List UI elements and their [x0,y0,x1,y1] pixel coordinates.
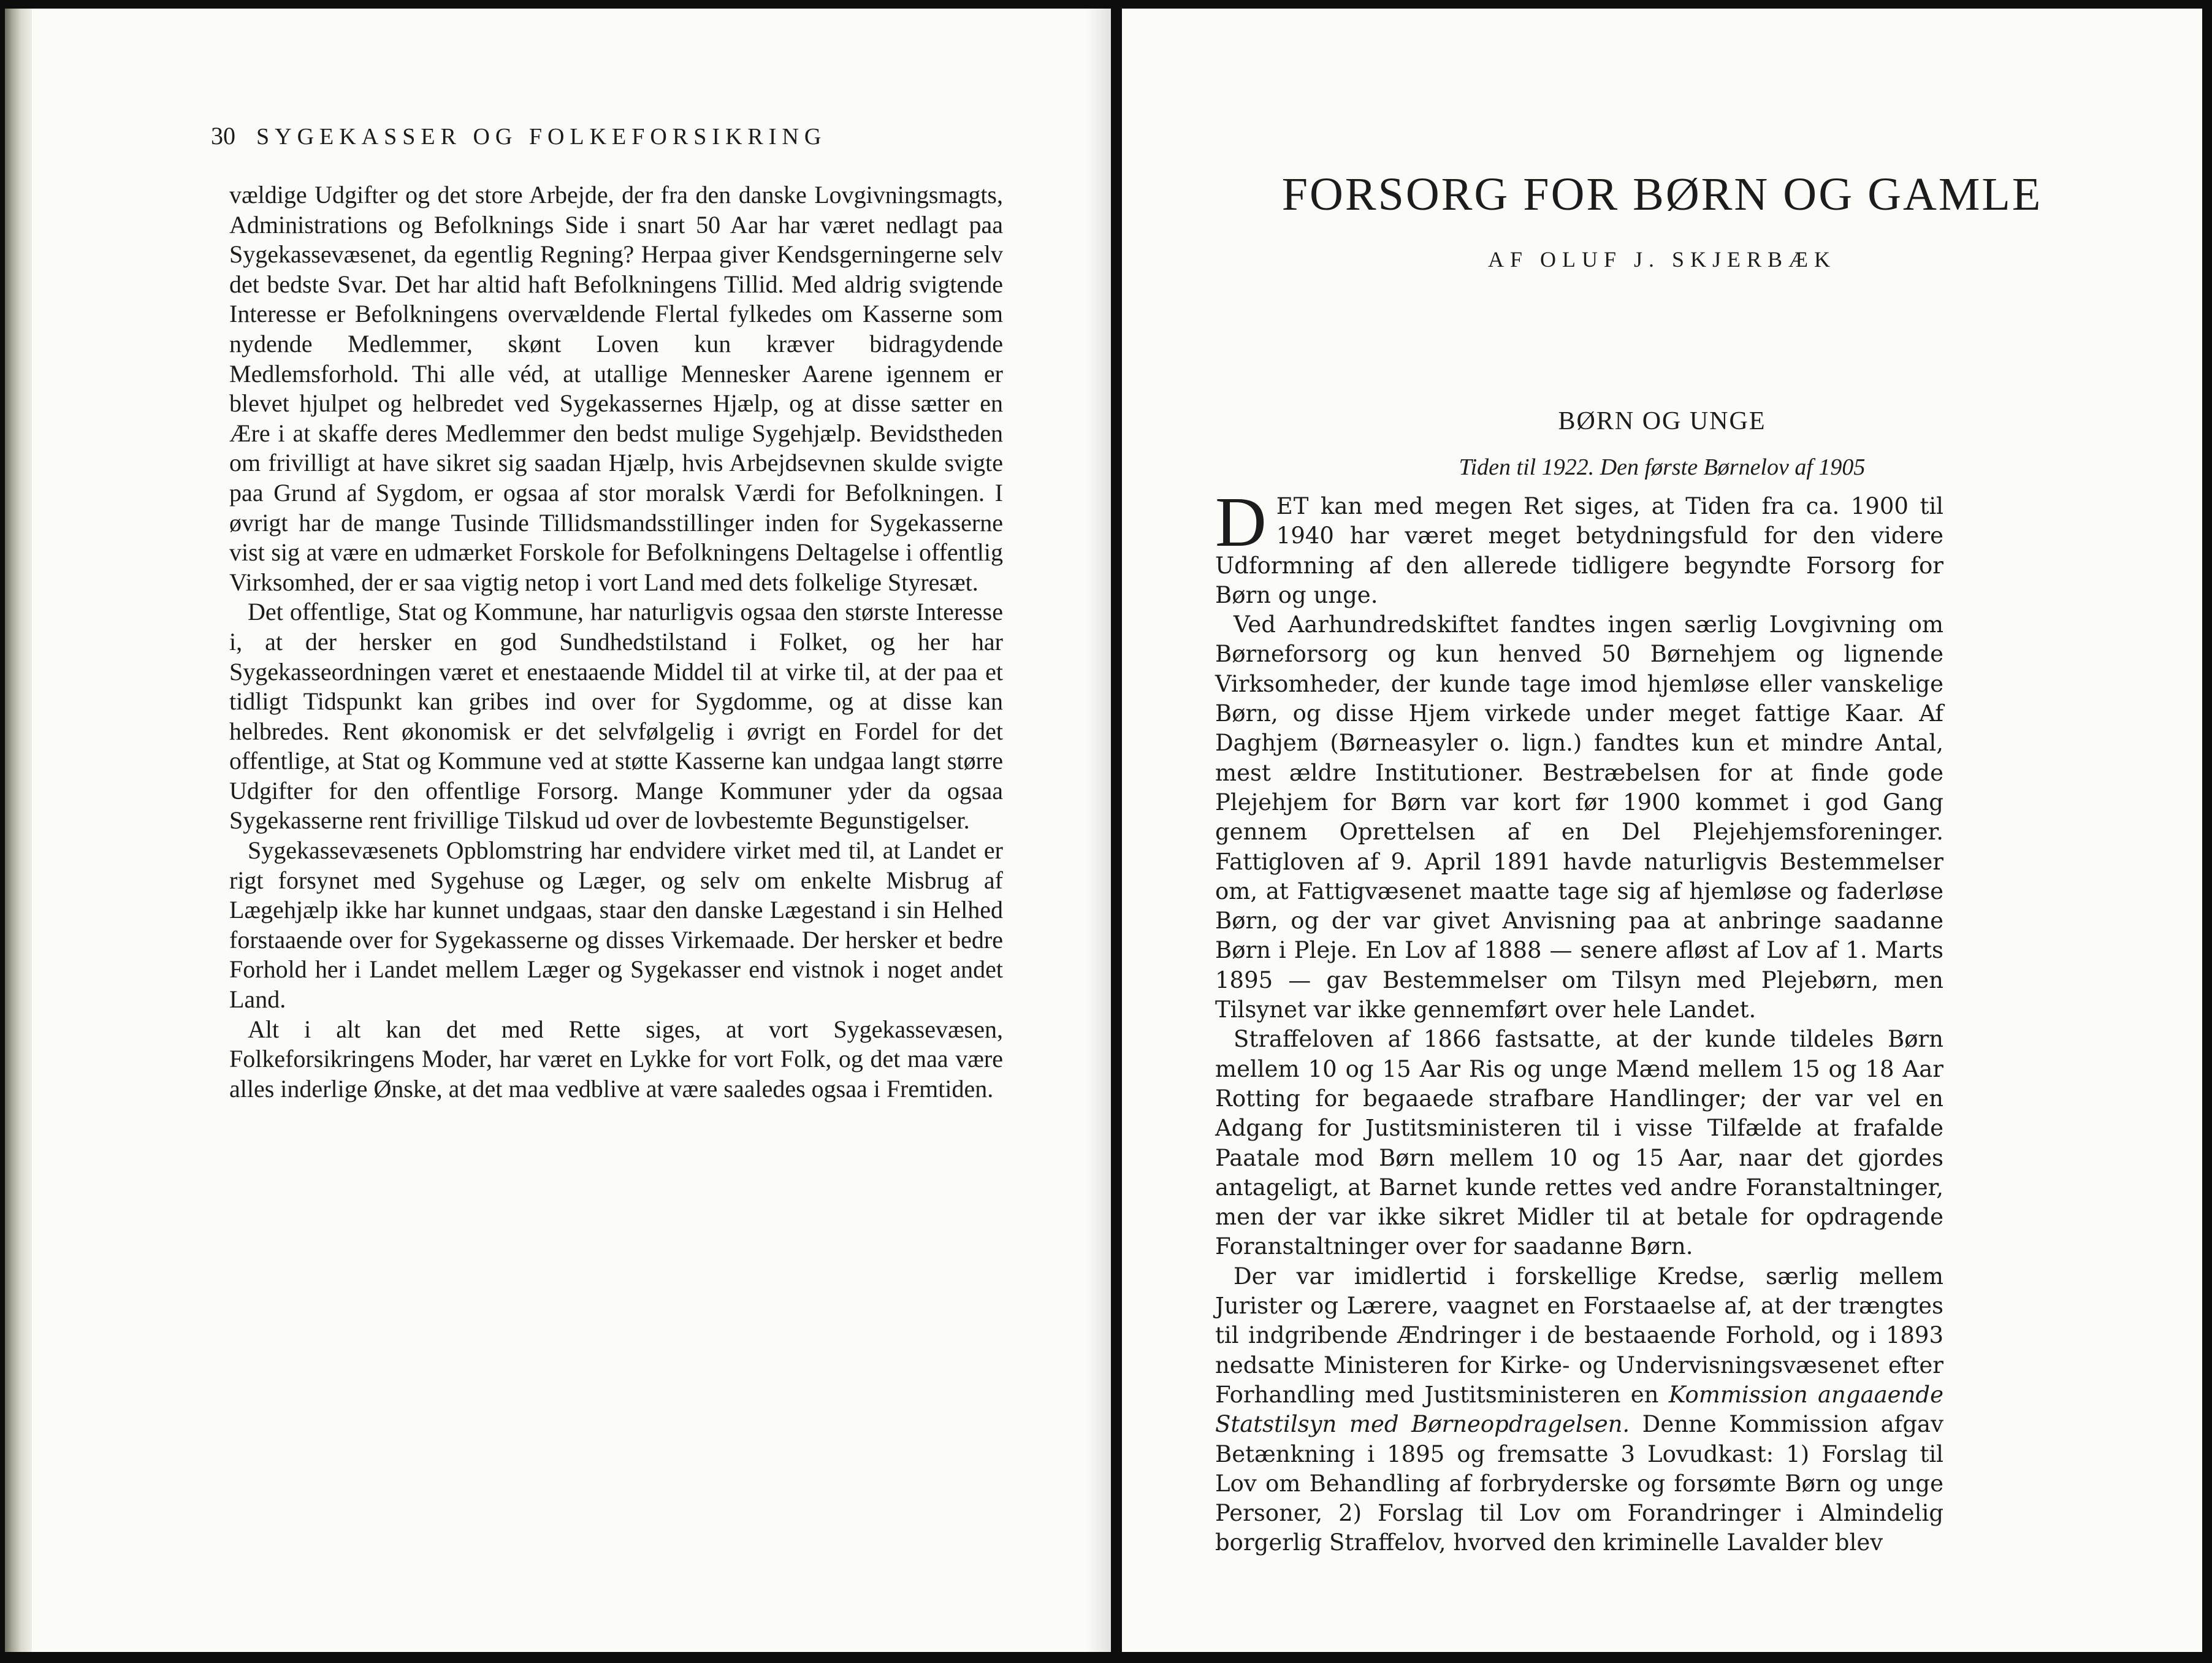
gutter-shadow [1086,9,1111,1652]
drop-cap: D [1215,483,1267,562]
chapter-title: FORSORG FOR BØRN OG GAMLE [1281,169,2043,220]
paragraph: Det offentlige, Stat og Kommune, har naturligvis ogsaa den største Interesse i, at der hersker en god Sundhedstilstand i Folket, og her har Sygekasseordningen været et enestaaende Middel til at virke til, at der paa et tidligt Tidspunkt kan gribes ind over for Sygdomme, og at disse kan helbredes. Rent økonomisk er det selvfølgelig i øvrigt en Fordel for det offentlige, at Stat og Kommune ved at støtte Kasserne kan undgaa langt større Udgifter for den offentlige Forsorg. Mange Kommuner yder da ogsaa Sygekasserne rent frivillige Tilskud ud over de lovbestemte Begunstigelser. [229,598,1003,835]
italic-commission-name: Kommission angaaende Statstilsyn med Børneopdragelsen. [1215,1381,1943,1438]
right-page [1122,9,2202,1652]
section-subtitle: Tiden til 1922. Den første Børnelov af 1905 [1459,454,1866,480]
paragraph: Sygekassevæsenets Opblomstring har endvidere virket med til, at Landet er rigt forsynet med Sygehuse og Læger, og selv om enkelte Misbrug af Lægehjælp ikke har kunnet undgaas, staar den danske Lægestand i sin Helhed forstaaende over for Sygekasserne og disses Virkemaade. Der hersker et bedre Forhold her i Landet mellem Læger og Sygekasser end vistnok i noget andet Land. [229,836,1003,1014]
author-line: AF OLUF J. SKJERBÆK [1487,247,1837,272]
running-head [211,118,898,155]
left-page [5,9,1111,1652]
paragraph: Alt i alt kan det med Rette siges, at vort Sygekassevæsen, Folkeforsikringens Moder, har været en Lykke for vort Folk, og det maa være alles inderlige Ønske, at det maa vedblive at være saaledes ogsaa i Fremtiden. [229,1015,1003,1103]
opening-text: kan med megen Ret siges, at Tiden fra ca. 1900 til 1940 har været meget betydningsfuld for den videre Udformning af den allerede tidligere begyndte Forsorg for Børn og unge. [1215,493,1943,608]
paragraph [1215,1262,1943,1558]
section-title: BØRN OG UNGE [1558,407,1766,435]
paragraph-text: Der var imidlertid i forskellige Kredse, særlig mellem Jurister og Lærere, vaagnet en Forstaaelse af, at der trængtes til indgribende Ændringer i de bestaaende Forhold, og i 1893 nedsatte Ministeren for Kirke- og Undervisningsvæsenet efter Forhandling med Justitsministeren en [1215,1263,1943,1408]
paragraph-text: Denne Kommission afgav Betænkning i 1895 og fremsatte 3 Lovudkast: 1) Forslag til Lov om Behandling af forbryderske og forsømte Børn og unge Personer, 2) Forslag til Lov om Forandringer i Almindelig borgerlig Straffelov, hvorved den kriminelle Lavalder blev [1215,1411,1943,1556]
paragraph: Ved Aarhundredskiftet fandtes ingen særlig Lovgivning om Børneforsorg og kun henved 50 Børnehjem og lignende Virksomheder, der kunde tage imod hjemløse eller vanskelige Børn, og disse Hjem virkede under meget fattige Kaar. Af Daghjem (Børneasyler o. lign.) fandtes kun et mindre Antal, mest ældre Institutioner. Bestræbelsen for at finde gode Plejehjem for Børn var kort før 1900 kommet i god Gang gennem Oprettelsen af en Del Plejehjemsforeninger. Fattigloven af 9. April 1891 havde naturligvis Bestemmelser om, at Fattigvæsenet maatte tage sig af hjemløse og faderløse Børn, og der var givet Anvisning paa at anbringe saadanne Børn i Pleje. En Lov af 1888 — senere afløst af Lov af 1. Marts 1895 — gav Bestemmelser om Tilsyn med Plejebørn, men Tilsynet var ikke gennemført over hele Landet. [1215,611,1943,1023]
paragraph: Straffeloven af 1866 fastsatte, at der kunde tildeles Børn mellem 10 og 15 Aar Ris og unge Mænd mellem 15 og 18 Aar Rotting for begaaede strafbare Handlinger; der var vel en Adgang for Justitsministeren til i visse Tilfælde at frafalde Paatale mod Børn mellem 10 og 15 Aar, naar det gjordes antageligt, at Barnet kunde rettes ved andre Foranstaltninger, men der var ikke sikret Midler til at betale for opdragende Foranstaltninger over for saadanne Børn. [1215,1026,1943,1260]
page-edge-shadow [5,9,32,1652]
opening-caps: ET [1276,493,1310,519]
page-number: 30 [211,122,235,150]
paragraph: vældige Udgifter og det store Arbejde, der fra den danske Lovgivningsmagts, Administrations og Befolknings Side i snart 50 Aar har været nedlagt paa Sygekassevæsenet, da egentlig Regning? Herpaa giver Kendsgerningerne selv det bedste Svar. Det har altid haft Befolkningens Tillid. Med aldrig svigtende Interesse er Befolkningens overvældende Flertal fylkedes om Kasserne som nydende Medlemmer, skønt Loven kun kræver bidragydende Medlemsforhold. Thi alle véd, at utallige Mennesker Aarene igennem er blevet hjulpet og helbredet ved Sygekassernes Hjælp, og at disse sætter en Ære i at skaffe deres Medlemmer den bedst mulige Sygehjælp. Bevidstheden om frivilligt at have sikret sig saadan Hjælp, hvis Arbejdsevnen skulde svigte paa Grund af Sygdom, er ogsaa af stor moralsk Værdi for Befolkningen. I øvrigt har de mange Tusinde Tillidsmandsstillinger inden for Sygekasserne vist sig at være en udmærket Forskole for Befolkningens Deltagelse i offentlig Virksomhed, der er saa vigtig netop i vort Land med dets folkelige Styresæt. [229,181,1003,596]
running-head-title: SYGEKASSER OG FOLKEFORSIKRING [256,124,827,150]
opening-paragraph [1215,483,1943,610]
right-body-text [1215,483,1943,1558]
left-body-text [229,180,1003,1104]
